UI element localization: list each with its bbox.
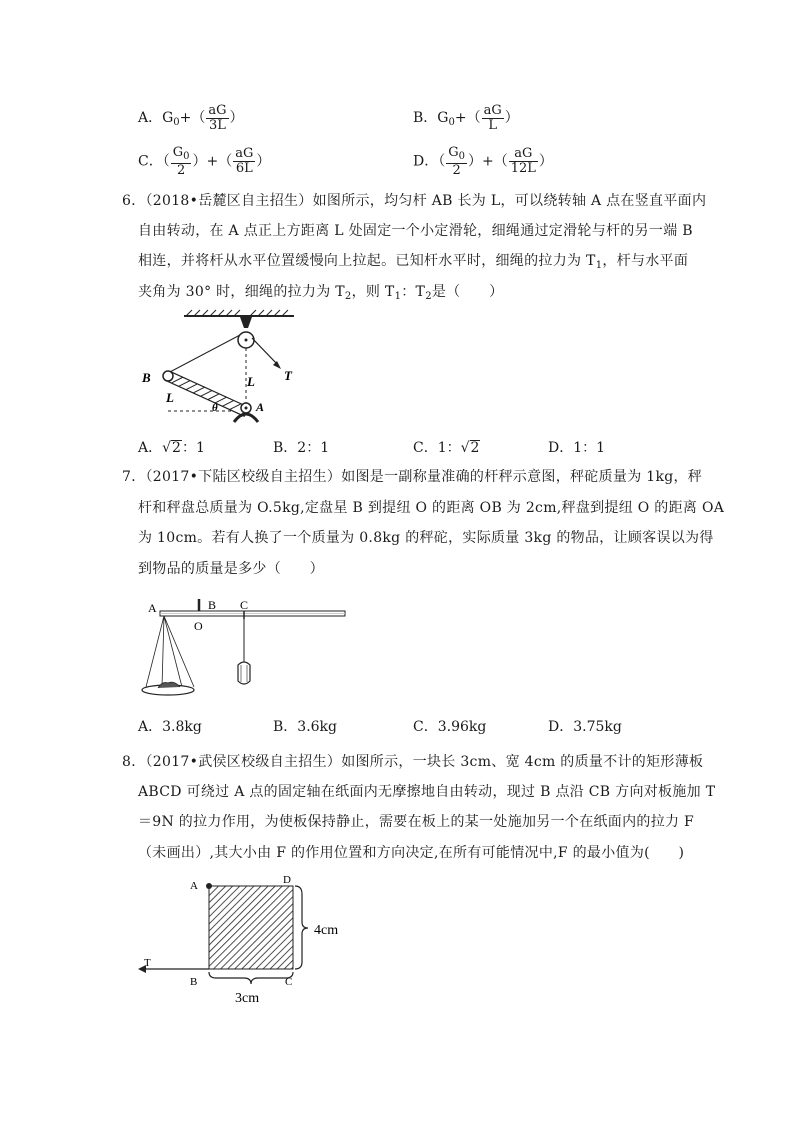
label-a: A — [190, 880, 198, 892]
label-o: O — [194, 619, 203, 633]
rope — [168, 335, 240, 373]
label-t: T — [284, 368, 292, 383]
q5-option-b[interactable]: B．$G_0+$（ $\frac{aG}{L}$ ） — [413, 103, 519, 133]
q6-option-a[interactable]: A．√2：1 — [138, 440, 205, 456]
counterweight — [238, 662, 250, 684]
fraction: $\frac{aG}{3L}$ — [208, 103, 227, 133]
label-t: T — [144, 957, 151, 969]
fraction: $\frac{G_0}{2}$ — [172, 145, 190, 178]
label-b: B — [190, 976, 198, 988]
q5-option-d[interactable]: D．（ $\frac{G_0}{2}$ ）+（ $\frac{aG}{12L}$ ） — [413, 145, 553, 178]
label-width: 3cm — [235, 991, 260, 1006]
pivot-support — [234, 414, 258, 422]
fraction: $\frac{aG}{6L}$ — [235, 146, 254, 177]
q7-line-4: 到物品的质量是多少（ ） — [138, 561, 324, 577]
q6-line-1: 6．（2018•岳麓区自主招生）如图所示，均匀杆 AB 长为 L，可以绕转轴 A 点在竖直平面内 — [122, 193, 707, 209]
q7-line-1: 7．（2017•下陆区校级自主招生）如图是一副称量准确的杆秤示意图，秤砣质量为 1kg，秤 — [122, 469, 703, 485]
q7-option-b[interactable]: B．3.6kg — [273, 719, 337, 735]
height-brace — [295, 886, 308, 969]
q6-pulley-rod-figure — [140, 310, 310, 425]
q8-line-3: ＝9N 的拉力作用，为使板保持静止，需要在板上的某一处施加另一个在纸面内的拉力 F — [138, 814, 695, 830]
label-theta: θ — [212, 402, 218, 414]
tension-arrow — [273, 361, 281, 369]
sqrt-symbol: √2 — [460, 440, 480, 456]
label-c: C — [240, 598, 249, 612]
label-a: A — [148, 601, 157, 615]
q6-option-c[interactable]: C．1：√2 — [413, 440, 480, 456]
q8-plate-figure — [130, 868, 360, 1008]
pulley-mount — [240, 317, 252, 328]
q7-line-3: 为 10cm。若有人换了一个质量为 0.8kg 的秤砣，实际质量 3kg 的物品，让顾客误以为得 — [138, 530, 714, 546]
label-a: A — [256, 400, 265, 414]
label-l-vertical: L — [247, 374, 255, 389]
q7-option-c[interactable]: C．3.96kg — [413, 719, 487, 735]
rectangular-plate — [209, 886, 293, 969]
q8-line-2: ABCD 可绕过 A 点的固定轴在纸面内无摩擦地自由转动，现过 B 点沿 CB 方向对板施加 T — [138, 784, 716, 800]
q6-line-4: 夹角为 30° 时，细绳的拉力为 $T_2$，则 $T_1$：$T_2$是（ ） — [138, 284, 504, 302]
q7-steelyard-figure — [138, 595, 353, 705]
fraction: $\frac{aG}{L}$ — [483, 103, 502, 133]
q7-option-a[interactable]: A．3.8kg — [138, 719, 202, 735]
pan-string — [162, 616, 164, 687]
label-c: C — [285, 976, 293, 988]
q6-option-d[interactable]: D．1：1 — [548, 440, 606, 456]
fraction: $\frac{aG}{12L}$ — [510, 146, 536, 177]
label-b: B — [208, 598, 217, 612]
pan-string — [146, 616, 164, 687]
q7-line-2: 杆和秤盘总质量为 O.5kg,定盘星 B 到提纽 O 的距离 OB 为 2cm,秤盘到提纽 O 的距离 OA — [138, 500, 725, 516]
q7-option-d[interactable]: D．3.75kg — [548, 719, 622, 735]
rope-tension — [252, 338, 278, 365]
q6-line-2: 自由转动，在 A 点正上方距离 L 处固定一个小定滑轮，细绳通过定滑轮与杆的另一端 B — [138, 223, 693, 239]
label-d: D — [283, 874, 291, 886]
label-l-rod: L — [166, 390, 174, 405]
sqrt-symbol: √2 — [162, 440, 181, 456]
label-b: B — [142, 370, 151, 385]
q6-option-b[interactable]: B．2：1 — [273, 440, 330, 456]
q6-line-3: 相连，并将杆从水平位置缓慢向上拉起。已知杆水平时，细绳的拉力为 $T_1$，杆与水平面 — [138, 253, 689, 271]
width-brace — [209, 972, 293, 984]
pulley-axle — [245, 339, 248, 342]
q8-line-4: （未画出）,其大小由 F 的作用位置和方向决定,在所有可能情况中,F 的最小值为( ) — [138, 845, 685, 861]
label-height: 4cm — [314, 923, 339, 938]
q8-line-1: 8．（2017•武侯区校级自主招生）如图所示，一块长 3cm、宽 4cm 的质量不计的矩形薄板 — [122, 754, 704, 770]
fraction: $\frac{G_0}{2}$ — [448, 145, 465, 178]
q5-option-a[interactable]: A．$G_0+$（ $\frac{aG}{3L}$ ） — [138, 103, 244, 133]
pivot-a — [206, 883, 212, 889]
rod-end-b — [163, 371, 173, 381]
pan-goods — [158, 682, 180, 688]
rod-ab — [166, 371, 248, 416]
q5-option-c[interactable]: C．（ $\frac{G_0}{2}$ ）+（ $\frac{aG}{6L}$ ） — [138, 145, 271, 178]
